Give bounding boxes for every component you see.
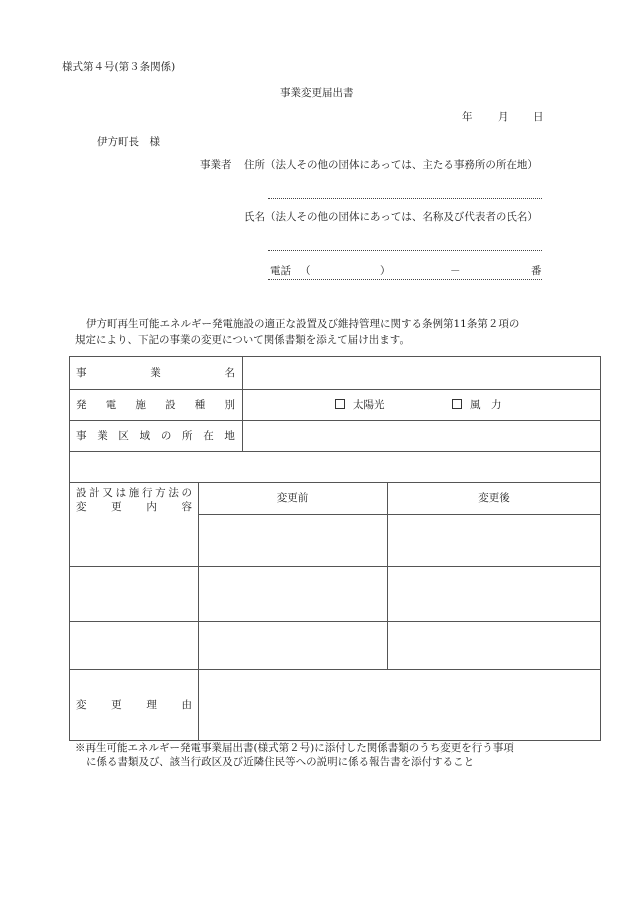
change-reason-label: 変 更 理 由 [76,699,192,711]
before-header: 変更前 [276,492,309,504]
phone-open-paren: （ [300,265,311,277]
facility-type-label: 発 電 施 設 種 別 [76,399,235,411]
applicant-label: 事業者 [200,159,232,171]
phone-field[interactable] [268,279,542,280]
business-name-field[interactable] [243,357,600,388]
phone-suffix: 番 [531,265,542,277]
form-title: 事業変更届出書 [280,87,354,99]
design-change-label-line2: 変 更 内 容 [76,501,192,513]
wind-option[interactable]: 風 力 [452,398,502,412]
after-header: 変更後 [478,492,510,504]
body-text-line2: 規定により、下記の事業の変更について関係書類を添えて届け出ます。 [75,334,410,346]
date-month: 月 [498,111,509,123]
business-name-label: 事 業 名 [76,367,235,379]
phone-dash: － [450,265,461,277]
footnote-line1: ※再生可能エネルギー発電事業届出書(様式第２号)に添付した関係書類のうち変更を行う事項 [75,742,514,754]
after-cell-3[interactable] [388,622,600,668]
solar-checkbox[interactable] [335,399,345,409]
address-label: 住所（法人その他の団体にあっては、主たる事務所の所在地） [244,159,538,171]
address-field[interactable] [268,198,542,199]
name-field[interactable] [268,250,542,251]
name-label: 氏名（法人その他の団体にあっては、名称及び代表者の氏名） [244,211,538,223]
before-cell-3[interactable] [199,622,386,668]
blank-row[interactable] [70,452,600,481]
date-day: 日 [533,111,544,123]
before-cell-2[interactable] [199,567,386,620]
after-cell-1[interactable] [388,515,600,565]
solar-option[interactable]: 太陽光 [335,398,385,412]
footnote-line2: に係る書類及び、該当行政区及び近隣住民等への説明に係る報告書を添付すること [86,756,475,768]
location-field[interactable] [243,421,600,450]
addressee: 伊方町長 様 [97,136,160,148]
body-text-line1: 伊方町再生可能エネルギー発電施設の適正な設置及び維持管理に関する条例第11条第２項の [86,318,520,330]
location-label: 事 業 区 域 の 所 在 地 [76,430,235,442]
design-change-label-line1: 設 計 又 は 施 行 方 法 の [76,487,192,499]
phone-close-paren: ） [380,265,391,277]
before-cell-1[interactable] [199,515,386,565]
date-year: 年 [462,111,473,123]
change-reason-field[interactable] [199,670,600,740]
form-number: 様式第４号(第３条関係) [62,61,176,73]
phone-label: 電話 [270,265,291,277]
after-cell-2[interactable] [388,567,600,620]
wind-checkbox[interactable] [452,399,462,409]
